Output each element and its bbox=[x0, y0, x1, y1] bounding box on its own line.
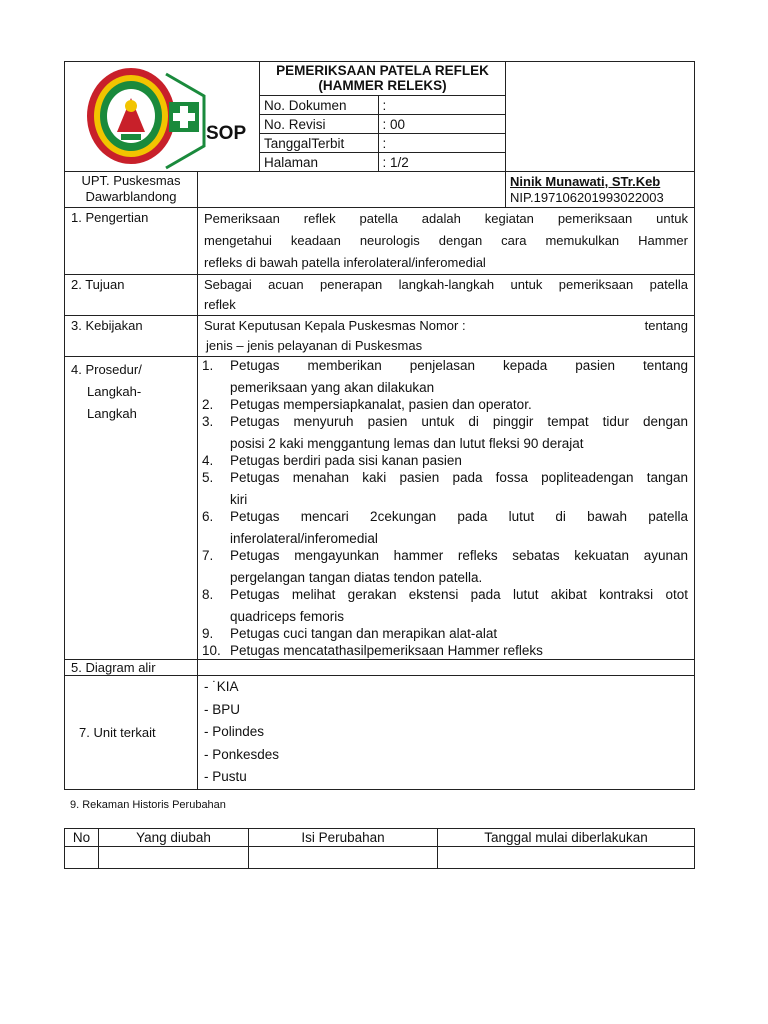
related-unit-item: - BPU bbox=[204, 701, 241, 717]
step-text: Petugas mengayunkan hammer refleks sebatas kekuatan ayunan bbox=[230, 548, 688, 563]
history-title: 9. Rekaman Historis Perubahan bbox=[70, 799, 226, 811]
prosedur-label-line1: 4. Prosedur/ bbox=[71, 362, 142, 377]
section-label-prosedur bbox=[65, 357, 198, 660]
section-label-pengertian: 1. Pengertian bbox=[65, 208, 198, 275]
step-text: Petugas mencari 2cekungan pada lutut di bawah patella bbox=[230, 509, 688, 524]
signatory-cell bbox=[506, 172, 695, 208]
history-cell bbox=[438, 847, 695, 869]
procedure-step bbox=[202, 508, 694, 547]
prosedur-label-line2: Langkah- bbox=[87, 384, 142, 399]
step-text: Petugas memberikan penjelasan kepada pasien tentang bbox=[230, 358, 688, 373]
step-number: 4. bbox=[202, 453, 214, 468]
logo-cell bbox=[65, 62, 260, 172]
step-number: 5. bbox=[202, 470, 214, 485]
step-text: Petugas berdiri pada sisi kanan pasien bbox=[230, 453, 462, 468]
step-text-continued: inferolateral/inferomedial bbox=[230, 531, 378, 546]
section-body-prosedur bbox=[198, 357, 695, 660]
history-table bbox=[64, 828, 695, 869]
section-label-diagram: 5. Diagram alir bbox=[65, 660, 198, 676]
procedure-steps-list bbox=[202, 357, 694, 659]
history-cell bbox=[99, 847, 249, 869]
history-cell bbox=[249, 847, 438, 869]
step-text: Petugas cuci tangan dan merapikan alat-alat bbox=[230, 626, 498, 641]
procedure-step bbox=[202, 452, 694, 469]
step-number: 2. bbox=[202, 397, 214, 412]
meta-label-halaman: Halaman bbox=[260, 153, 378, 172]
org-blank-cell bbox=[198, 172, 506, 208]
meta-label-revisi: No. Revisi bbox=[260, 115, 378, 134]
section-label-unit: 7. Unit terkait bbox=[65, 676, 198, 790]
step-number: 10. bbox=[202, 643, 221, 658]
meta-value-terbit: : bbox=[378, 134, 506, 153]
signatory-name: Ninik Munawati, STr.Keb bbox=[510, 174, 661, 189]
header-blank-cell bbox=[506, 62, 695, 172]
tujuan-line2: reflek bbox=[204, 297, 236, 312]
step-text: Petugas mempersiapkanalat, pasien dan operator. bbox=[230, 397, 532, 412]
meta-value-dokumen: : bbox=[378, 96, 506, 115]
procedure-step bbox=[202, 396, 694, 413]
pengertian-line2: mengetahui keadaan neurologis dengan cara memukulkan Hammer bbox=[204, 233, 688, 248]
doc-title-line1: PEMERIKSAAN PATELA REFLEK bbox=[276, 63, 489, 78]
related-unit-item: - ˙KIA bbox=[204, 679, 239, 694]
procedure-step bbox=[202, 642, 694, 659]
step-text: Petugas menahan kaki pasien pada fossa popliteadengan tangan bbox=[230, 470, 688, 485]
procedure-step bbox=[202, 469, 694, 508]
step-text-continued: pemeriksaan yang akan dilakukan bbox=[230, 380, 435, 395]
step-number: 8. bbox=[202, 587, 214, 602]
step-text-continued: quadriceps femoris bbox=[230, 609, 345, 624]
related-unit-item: - Polindes bbox=[204, 724, 265, 739]
step-text-continued: posisi 2 kaki menggantung lemas dan lutut fleksi 90 derajat bbox=[230, 436, 584, 451]
section-body-pengertian bbox=[198, 208, 695, 275]
step-number: 9. bbox=[202, 626, 214, 641]
section-label-tujuan: 2. Tujuan bbox=[65, 275, 198, 316]
related-units-list bbox=[198, 676, 694, 789]
procedure-step bbox=[202, 357, 694, 396]
meta-value-revisi: : 00 bbox=[378, 115, 506, 134]
step-text: Petugas mencatathasilpemeriksaan Hammer refleks bbox=[230, 643, 543, 658]
org-line2: Dawarblandong bbox=[85, 189, 177, 204]
step-text-continued: kiri bbox=[230, 492, 248, 507]
procedure-step bbox=[202, 413, 694, 452]
meta-label-dokumen: No. Dokumen bbox=[260, 96, 378, 115]
regency-logo-icon bbox=[65, 62, 260, 170]
history-col-changed: Yang diubah bbox=[99, 829, 249, 847]
related-unit-item: - Pustu bbox=[204, 769, 247, 784]
section-body-tujuan bbox=[198, 275, 695, 316]
section-body-diagram bbox=[198, 660, 695, 676]
meta-value-halaman: : 1/2 bbox=[378, 153, 506, 172]
step-number: 6. bbox=[202, 509, 214, 524]
step-text-continued: pergelangan tangan diatas tendon patella. bbox=[230, 570, 483, 585]
signatory-nip: NIP.197106201993022003 bbox=[510, 190, 664, 205]
step-number: 1. bbox=[202, 358, 214, 373]
prosedur-label-line3: Langkah bbox=[87, 406, 137, 421]
step-text: Petugas menyuruh pasien untuk di pinggir tempat tidur dengan bbox=[230, 414, 688, 429]
sop-document-table bbox=[64, 61, 695, 790]
kebijakan-line2: jenis – jenis pelayanan di Puskesmas bbox=[206, 338, 423, 353]
org-cell bbox=[65, 172, 198, 208]
kebijakan-line1-right: tentang bbox=[644, 318, 688, 333]
title-cell bbox=[260, 62, 506, 172]
procedure-step bbox=[202, 625, 694, 642]
meta-label-terbit: TanggalTerbit bbox=[260, 134, 378, 153]
kebijakan-line1-left: Surat Keputusan Kepala Puskesmas Nomor : bbox=[204, 318, 466, 333]
procedure-step bbox=[202, 547, 694, 586]
tujuan-line1: Sebagai acuan penerapan langkah-langkah untuk pemeriksaan patella bbox=[204, 277, 688, 292]
section-body-kebijakan bbox=[198, 316, 695, 357]
history-col-content: Isi Perubahan bbox=[249, 829, 438, 847]
meta-table bbox=[260, 95, 506, 171]
pengertian-line3: refleks di bawah patella inferolateral/inferomedial bbox=[204, 255, 486, 270]
related-unit-item: - Ponkesdes bbox=[204, 746, 280, 762]
step-text: Petugas melihat gerakan ekstensi pada lutut akibat kontraksi otot bbox=[230, 587, 688, 602]
history-cell bbox=[65, 847, 99, 869]
section-label-kebijakan: 3. Kebijakan bbox=[65, 316, 198, 357]
doc-title-line2: (HAMMER RELEKS) bbox=[318, 78, 447, 93]
procedure-step bbox=[202, 586, 694, 625]
org-line1: UPT. Puskesmas bbox=[81, 173, 181, 188]
pengertian-line1: Pemeriksaan reflek patella adalah kegiatan pemeriksaan untuk bbox=[204, 211, 688, 226]
history-col-no: No bbox=[65, 829, 99, 847]
history-col-date: Tanggal mulai diberlakukan bbox=[438, 829, 695, 847]
sop-label: SOP bbox=[206, 123, 247, 144]
step-number: 7. bbox=[202, 548, 214, 563]
section-body-unit bbox=[198, 676, 695, 790]
step-number: 3. bbox=[202, 414, 214, 429]
